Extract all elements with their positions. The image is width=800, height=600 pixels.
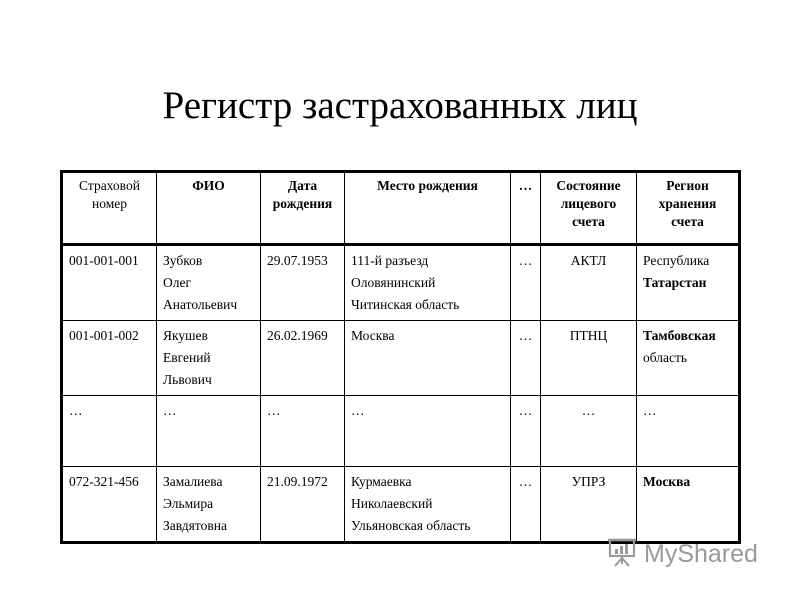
- presentation-board-icon: [606, 536, 640, 573]
- cell-line: 111-й разъезд: [351, 253, 429, 268]
- cell-line: …: [643, 403, 657, 418]
- header-birth-date: [261, 172, 345, 245]
- cell-line: Замалиева: [163, 474, 223, 489]
- cell-line: Татарстан: [643, 275, 707, 290]
- cell-full-name: [157, 245, 261, 321]
- header-birth-place: [345, 172, 511, 245]
- cell-line: Евгений: [163, 350, 211, 365]
- cell-line: Эльмира: [163, 496, 214, 511]
- header-line: Дата: [287, 178, 318, 193]
- cell-account-status: ПТНЦ: [541, 321, 637, 396]
- cell-account-status: УПРЗ: [541, 467, 637, 543]
- cell-line: Оловянинский: [351, 275, 436, 290]
- cell-line: Олег: [163, 275, 192, 290]
- cell-birth-place: [345, 245, 511, 321]
- cell-line: Ульяновская область: [351, 518, 471, 533]
- cell-line: Завдятовна: [163, 518, 227, 533]
- cell-line: Москва: [351, 328, 395, 343]
- cell-full-name: [157, 321, 261, 396]
- cell-birth-place: [345, 467, 511, 543]
- cell-full-name: [157, 467, 261, 543]
- cell-full-name: [157, 396, 261, 467]
- cell-insurance-number: 072-321-456: [62, 467, 157, 543]
- cell-birth-date: 21.09.1972: [261, 467, 345, 543]
- cell-storage-region: [637, 321, 740, 396]
- header-account-status: [541, 172, 637, 245]
- cell-line: Анатольевич: [163, 297, 238, 312]
- header-storage-region: [637, 172, 740, 245]
- table-row: [62, 321, 740, 396]
- cell-insurance-number: …: [62, 396, 157, 467]
- cell-line: Николаевский: [351, 496, 433, 511]
- table-row: [62, 245, 740, 321]
- cell-line: Москва: [643, 474, 691, 489]
- header-line: …: [518, 178, 533, 193]
- cell-birth-place: [345, 396, 511, 467]
- cell-storage-region: [637, 396, 740, 467]
- cell-storage-region: [637, 467, 740, 543]
- cell-account-status: …: [541, 396, 637, 467]
- insured-register-table: [60, 170, 741, 544]
- header-line: ФИО: [192, 178, 225, 193]
- cell-birth-date: 26.02.1969: [261, 321, 345, 396]
- cell-line: …: [351, 403, 365, 418]
- header-ellipsis: [511, 172, 541, 245]
- cell-insurance-number: 001-001-002: [62, 321, 157, 396]
- header-line: счета: [572, 214, 605, 229]
- cell-birth-date: …: [261, 396, 345, 467]
- cell-line: Якушев: [163, 328, 208, 343]
- table-row: [62, 396, 740, 467]
- cell-line: Зубков: [163, 253, 203, 268]
- table-row: [62, 467, 740, 543]
- header-line: номер: [91, 196, 127, 211]
- header-line: хранения: [658, 196, 717, 211]
- cell-line: Тамбовская: [643, 328, 716, 343]
- watermark-text: MyShared: [644, 539, 758, 568]
- cell-account-status: АКТЛ: [541, 245, 637, 321]
- cell-line: Курмаевка: [351, 474, 412, 489]
- cell-insurance-number: 001-001-001: [62, 245, 157, 321]
- header-line: Место рождения: [377, 178, 478, 193]
- table-header-row: [62, 172, 740, 245]
- cell-ellipsis: …: [511, 396, 541, 467]
- header-line: лицевого: [560, 196, 617, 211]
- header-full-name: [157, 172, 261, 245]
- cell-storage-region: [637, 245, 740, 321]
- myshared-watermark: [606, 538, 758, 570]
- cell-line: Республика: [643, 253, 710, 268]
- header-line: счета: [671, 214, 704, 229]
- cell-ellipsis: …: [511, 467, 541, 543]
- cell-birth-date: 29.07.1953: [261, 245, 345, 321]
- header-line: Регион: [666, 178, 709, 193]
- cell-line: область: [643, 350, 688, 365]
- cell-ellipsis: …: [511, 245, 541, 321]
- cell-birth-place: [345, 321, 511, 396]
- cell-line: …: [163, 403, 177, 418]
- cell-line: Львович: [163, 372, 212, 387]
- header-line: рождения: [272, 196, 333, 211]
- header-line: Страховой: [79, 178, 140, 193]
- page-title: Регистр застрахованных лиц: [162, 84, 638, 127]
- cell-line: Читинская область: [351, 297, 460, 312]
- cell-ellipsis: …: [511, 321, 541, 396]
- header-line: Состояние: [556, 178, 621, 193]
- header-insurance-number: [62, 172, 157, 245]
